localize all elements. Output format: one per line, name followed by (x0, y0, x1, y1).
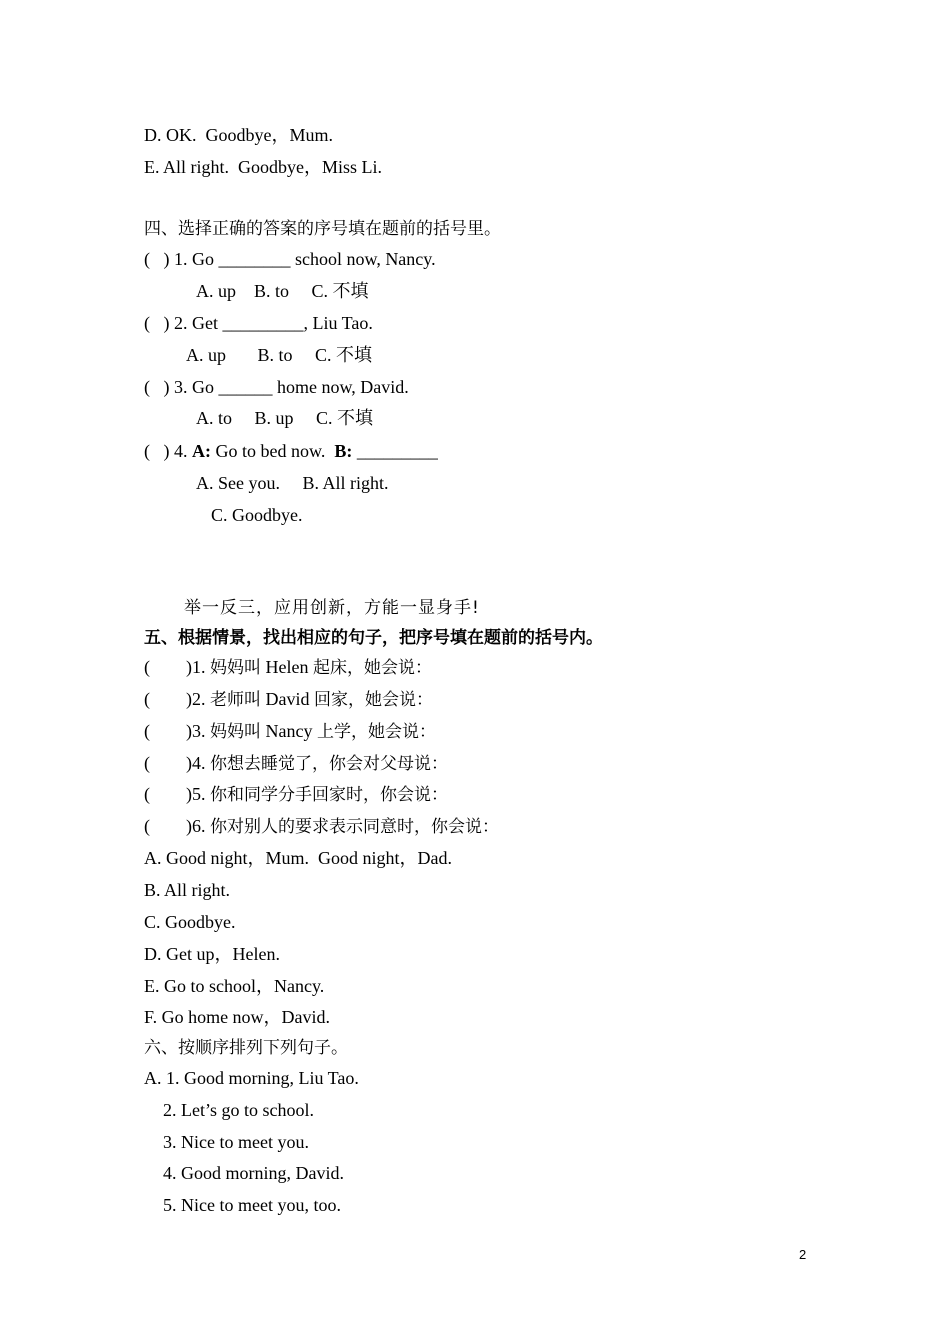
part5-option-b: B. All right. (144, 880, 231, 900)
q3-text-c: 上学，她会说： (316, 722, 436, 742)
part6-heading: 六、按顺序排列下列句子。 (144, 1038, 348, 1058)
q1-text-c: 起床，她会说： (312, 658, 432, 678)
part5-option-a: A. Good night，Mum. Good night，Dad. (144, 848, 452, 868)
q4-bracket: ( )4. (144, 753, 210, 773)
part5-option-d: D. Get up，Helen. (144, 944, 280, 964)
part4-question-4 (144, 440, 438, 462)
part6-sentence-3: 3. Nice to meet you. (163, 1132, 309, 1152)
q2-bracket: ( )2. (144, 689, 210, 709)
part5-question-1 (144, 656, 432, 679)
q2-text-c: 回家，她会说： (314, 690, 433, 710)
part4-question-3-options: A. to B. up C. 不填 (196, 408, 374, 428)
q5-bracket: ( )5. (144, 784, 210, 804)
part4-question-2: ( ) 2. Get _________, Liu Tao. (144, 313, 373, 333)
part4-q4-prefix: ( ) 4. (144, 441, 192, 461)
speaker-a-label: A: (192, 441, 211, 461)
part5-question-4 (144, 752, 448, 775)
q3-text-a: 妈妈叫 (210, 722, 261, 742)
part4-question-3: ( ) 3. Go ______ home now, David. (144, 377, 409, 397)
q2-name: David (261, 689, 314, 709)
part5-option-c: C. Goodbye. (144, 912, 236, 932)
part3-option-d: D. OK. Goodbye，Mum. (144, 125, 333, 145)
part4-question-1-options: A. up B. to C. 不填 (196, 281, 369, 301)
part5-question-2 (144, 688, 433, 711)
part5-option-e: E. Go to school，Nancy. (144, 976, 325, 996)
q5-text: 你和同学分手回家时，你会说： (210, 785, 448, 805)
part6-sentence-4: 4. Good morning, David. (163, 1163, 344, 1183)
part4-question-4-options-line1: A. See you. B. All right. (196, 473, 389, 493)
part4-question-1: ( ) 1. Go ________ school now, Nancy. (144, 249, 436, 269)
speaker-b-label: B: (334, 441, 353, 461)
q3-bracket: ( )3. (144, 721, 210, 741)
speaker-a-text: Go to bed now. (211, 441, 335, 461)
q4-text: 你想去睡觉了，你会对父母说： (210, 754, 448, 774)
part6-sentence-2: 2. Let’s go to school. (163, 1100, 314, 1120)
q6-text: 你对别人的要求表示同意时，你会说： (210, 817, 499, 837)
part5-heading: 五、根据情景，找出相应的句子，把序号填在题前的括号内。 (144, 628, 603, 648)
part4-question-4-options-line2: C. Goodbye. (211, 505, 303, 525)
part3-option-e: E. All right. Goodbye，Miss Li. (144, 157, 382, 177)
part5-option-f: F. Go home now，David. (144, 1007, 331, 1027)
q1-text-a: 妈妈叫 (210, 658, 261, 678)
q3-name: Nancy (261, 721, 317, 741)
q1-name: Helen (261, 657, 313, 677)
part5-question-3 (144, 720, 436, 743)
part5-question-6 (144, 815, 499, 838)
q2-text-a: 老师叫 (210, 690, 261, 710)
q1-bracket: ( )1. (144, 657, 210, 677)
part6-sentence-1: A. 1. Good morning, Liu Tao. (144, 1068, 359, 1088)
part4-question-2-options: A. up B. to C. 不填 (186, 345, 373, 365)
part4-heading: 四、选择正确的答案的序号填在题前的括号里。 (144, 219, 501, 239)
part6-sentence-5: 5. Nice to meet you, too. (163, 1195, 341, 1215)
part5-question-5 (144, 783, 448, 806)
part5-motto: 举一反三，应用创新，方能一显身手! (184, 598, 480, 618)
page-number: 2 (799, 1247, 807, 1262)
speaker-b-blank: _________ (352, 441, 438, 461)
q6-bracket: ( )6. (144, 816, 210, 836)
